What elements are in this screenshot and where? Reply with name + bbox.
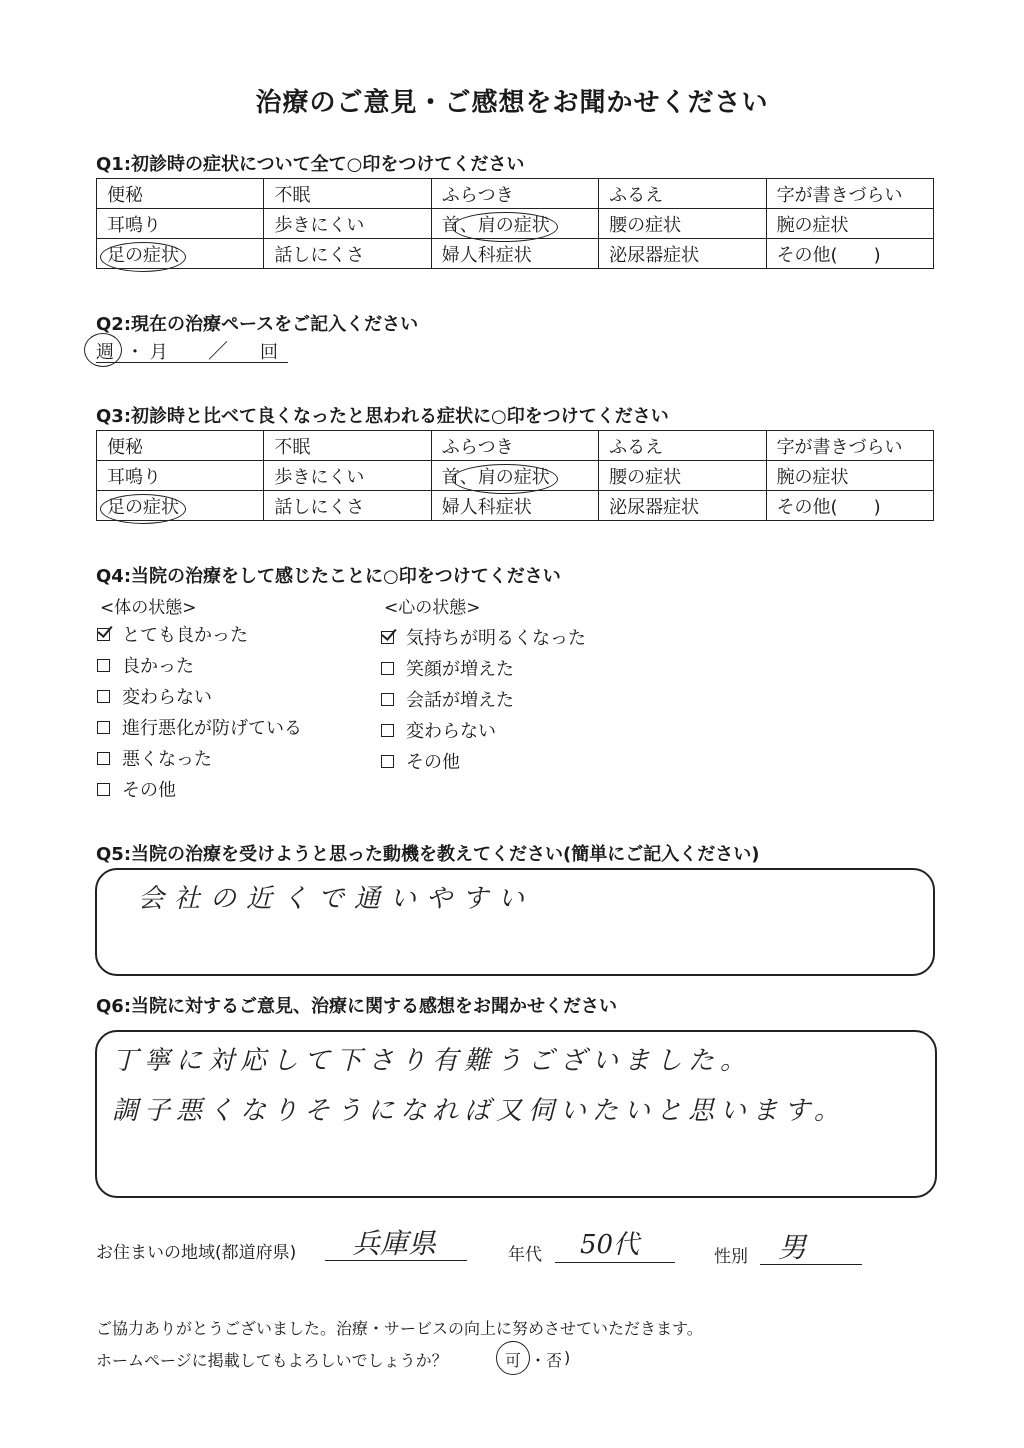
age-handwritten-value: 50代	[580, 1230, 640, 1260]
q2-slash: ／	[208, 339, 228, 363]
q5-heading: Q5:当院の治療を受けようと思った動機を教えてください(簡単にご記入ください)	[96, 844, 760, 865]
table-row	[97, 431, 934, 461]
q3-cell[interactable]: 不眠	[264, 431, 431, 461]
q4-body-option[interactable]: 良かった	[97, 652, 194, 678]
q1-heading: Q1:初診時の症状について全て○印をつけてください	[96, 154, 525, 175]
q5-handwritten-answer: 会社の近くで通いやすい	[138, 884, 535, 914]
checkbox-icon[interactable]	[97, 752, 110, 765]
form-title: 治療のご意見・ご感想をお聞かせください	[255, 88, 769, 118]
checkbox-icon[interactable]	[381, 724, 394, 737]
q6-handwritten-answer-line: 調子悪くなりそうになれば又伺いたいと思います。	[112, 1096, 846, 1126]
q1-cell[interactable]: 歩きにくい	[264, 209, 431, 239]
q1-cell[interactable]: その他( )	[766, 239, 933, 269]
q4-body-option[interactable]: とても良かった	[97, 621, 248, 647]
publish-close-paren: )	[564, 1348, 571, 1367]
checkbox-checked-icon[interactable]	[381, 631, 394, 644]
age-label: 年代	[508, 1245, 542, 1265]
q2-count-label: 回	[260, 342, 278, 363]
q1-cell[interactable]: 字が書きづらい	[766, 179, 933, 209]
table-row	[97, 461, 934, 491]
region-handwritten-value: 兵庫県	[352, 1227, 437, 1260]
q1-cell[interactable]: 耳鳴り	[97, 209, 264, 239]
publish-separator: ・	[530, 1351, 547, 1370]
q3-cell[interactable]: 話しにくさ	[264, 491, 431, 521]
q3-cell[interactable]: 婦人科症状	[431, 491, 598, 521]
q4-body-option[interactable]: 変わらない	[97, 683, 212, 709]
checkbox-icon[interactable]	[97, 659, 110, 672]
q1-cell[interactable]: 婦人科症状	[431, 239, 598, 269]
q1-cell[interactable]: 首、肩の症状	[431, 209, 598, 239]
q4-body-option[interactable]: 悪くなった	[97, 745, 212, 771]
q4-heading: Q4:当院の治療をして感じたことに○印をつけてください	[96, 566, 561, 587]
q4-mind-option[interactable]: 変わらない	[381, 717, 496, 743]
checkbox-icon[interactable]	[97, 690, 110, 703]
q3-cell[interactable]: 耳鳴り	[97, 461, 264, 491]
table-row	[97, 209, 934, 239]
thanks-text: ご協力ありがとうございました。治療・サービスの向上に努めさせていただきます。	[96, 1319, 703, 1338]
publish-question: ホームページに掲載してもよろしいでしょうか？	[96, 1351, 448, 1370]
table-row	[97, 491, 934, 521]
q1-cell[interactable]: ふらつき	[431, 179, 598, 209]
q3-heading: Q3:初診時と比べて良くなったと思われる症状に○印をつけてください	[96, 406, 669, 427]
q4-mind-option[interactable]: 気持ちが明るくなった	[381, 624, 586, 650]
q1-cell[interactable]: 話しにくさ	[264, 239, 431, 269]
q3-cell[interactable]: 足の症状	[97, 491, 264, 521]
q3-cell[interactable]: 腰の症状	[599, 461, 766, 491]
q1-cell[interactable]: 不眠	[264, 179, 431, 209]
q3-cell[interactable]: 泌尿器症状	[599, 491, 766, 521]
q3-cell[interactable]: ふるえ	[599, 431, 766, 461]
q1-cell[interactable]: 足の症状	[97, 239, 264, 269]
q3-cell[interactable]: 字が書きづらい	[766, 431, 933, 461]
checkbox-checked-icon[interactable]	[97, 628, 110, 641]
q4-mind-option[interactable]: 笑顔が増えた	[381, 655, 514, 681]
table-row	[97, 179, 934, 209]
q4-body-option[interactable]: その他	[97, 776, 176, 802]
q3-symptom-table	[96, 430, 934, 521]
q1-cell[interactable]: 腕の症状	[766, 209, 933, 239]
checkbox-icon[interactable]	[381, 693, 394, 706]
q4-mind-option[interactable]: 会話が増えた	[381, 686, 514, 712]
checkbox-icon[interactable]	[97, 721, 110, 734]
q3-cell[interactable]: ふらつき	[431, 431, 598, 461]
q1-cell[interactable]: 腰の症状	[599, 209, 766, 239]
checkbox-icon[interactable]	[381, 755, 394, 768]
q1-cell[interactable]: 泌尿器症状	[599, 239, 766, 269]
q6-heading: Q6:当院に対するご意見、治療に関する感想をお聞かせください	[96, 996, 618, 1017]
q2-week-option[interactable]: 週	[96, 342, 114, 363]
q1-symptom-table	[96, 178, 934, 269]
q2-heading: Q2:現在の治療ペースをご記入ください	[96, 314, 419, 335]
table-row	[97, 239, 934, 269]
q3-cell[interactable]: 歩きにくい	[264, 461, 431, 491]
q4-body-option[interactable]: 進行悪化が防げている	[97, 714, 302, 740]
q1-cell[interactable]: ふるえ	[599, 179, 766, 209]
q4-mind-option[interactable]: その他	[381, 748, 460, 774]
publish-no-option[interactable]: 否	[546, 1351, 563, 1370]
gender-label: 性別	[714, 1247, 748, 1267]
gender-input-line[interactable]	[760, 1234, 862, 1265]
q1-cell[interactable]: 便秘	[97, 179, 264, 209]
checkbox-icon[interactable]	[381, 662, 394, 675]
q4-body-title: <体の状態>	[100, 598, 197, 618]
q2-month-option[interactable]: ・ 月	[126, 342, 168, 363]
publish-yes-option[interactable]: 可	[504, 1351, 521, 1370]
q3-cell[interactable]: その他( )	[766, 491, 933, 521]
checkbox-icon[interactable]	[97, 783, 110, 796]
q3-cell[interactable]: 腕の症状	[766, 461, 933, 491]
q6-handwritten-answer-line: 丁寧に対応して下さり有難うございました。	[112, 1046, 753, 1076]
q3-cell[interactable]: 便秘	[97, 431, 264, 461]
q3-cell[interactable]: 首、肩の症状	[431, 461, 598, 491]
q4-mind-title: <心の状態>	[384, 598, 481, 618]
gender-handwritten-value: 男	[778, 1231, 807, 1264]
region-label: お住まいの地域(都道府県)	[96, 1243, 297, 1263]
